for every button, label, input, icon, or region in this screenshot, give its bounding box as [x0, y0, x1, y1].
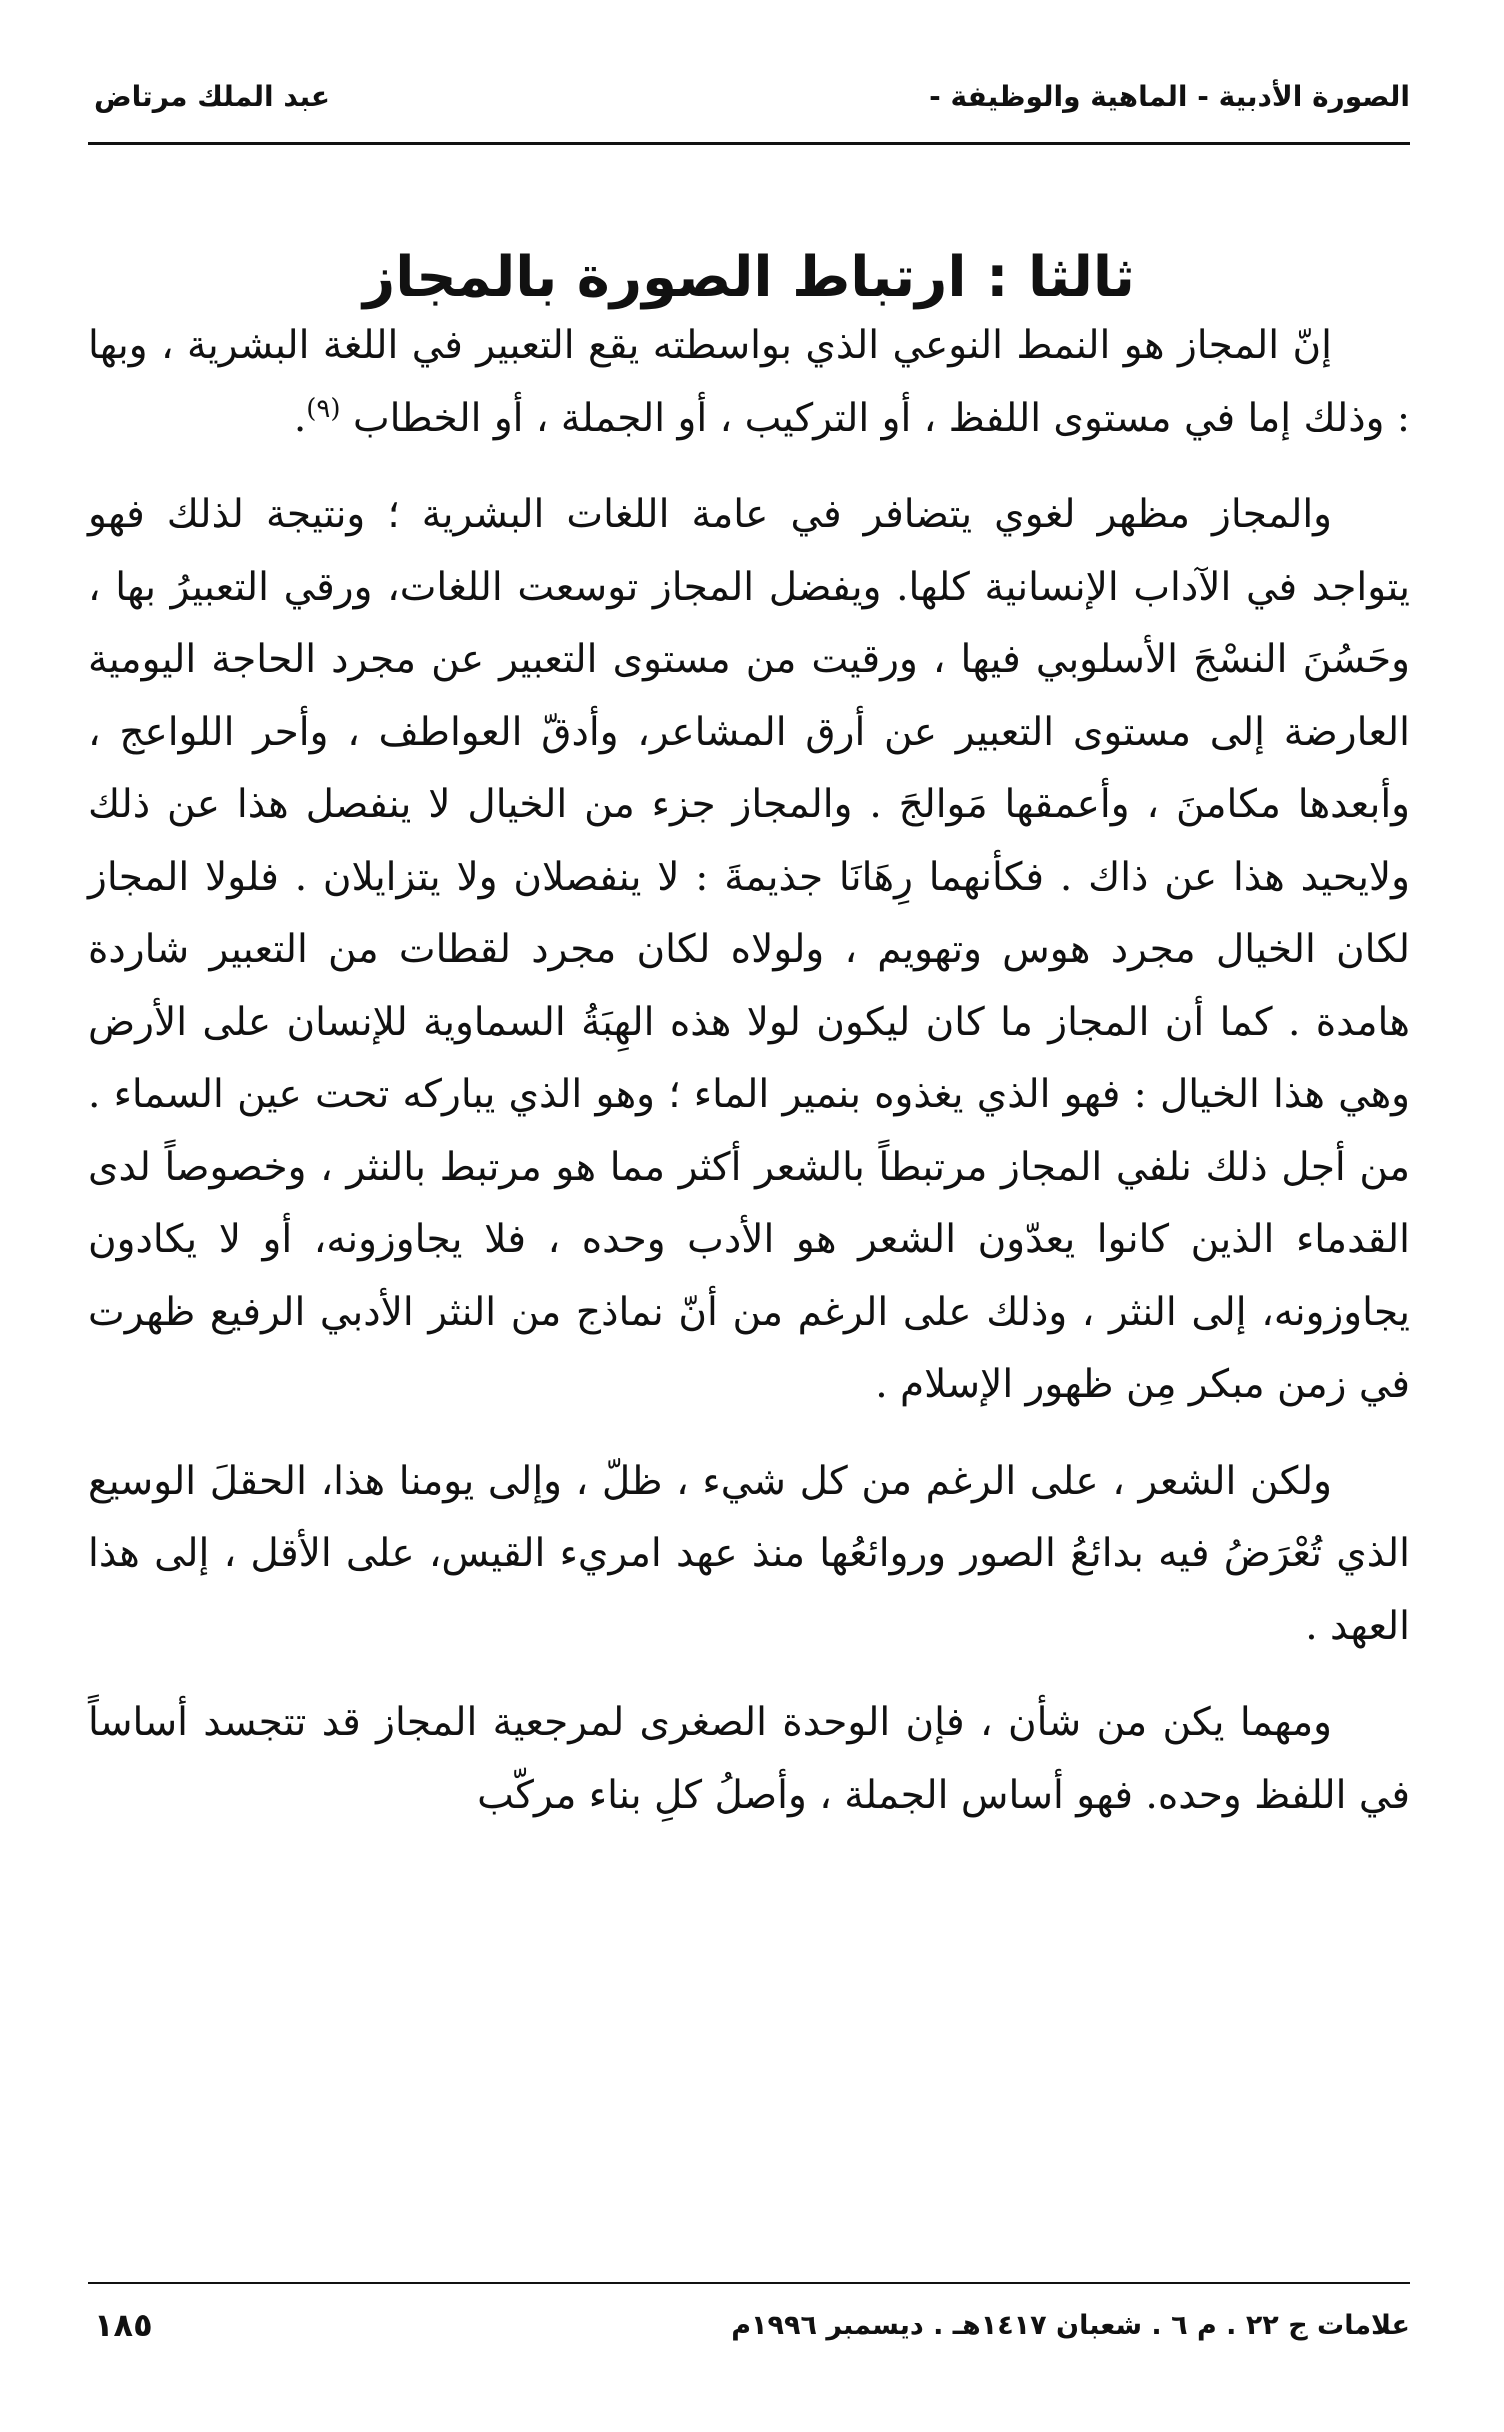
header-divider [88, 142, 1410, 145]
body-text [88, 310, 1410, 1856]
paragraph-2: والمجاز مظهر لغوي يتضافر في عامة اللغات البشرية ؛ ونتيجة لذلك فهو يتواجد في الآداب الإنسانية كلها. ويفضل المجاز توسعت اللغات، ورقي التعبيرُ بها ، وحَسُنَ النسْجَ الأسلوبي فيها ، ورقيت من مستوى التعبير عن مجرد الحاجة اليومية العارضة إلى مستوى التعبير عن أرق المشاعر، وأدقّ العواطف ، وأحر اللواعج ، وأبعدها مكامنَ ، وأعمقها مَوالجَ . والمجاز جزء من الخيال لا ينفصل هذا عن ذلك ولايحيد هذا عن ذاك . فكأنهما رِهَانَا جذيمةَ : لا ينفصلان ولا يتزايلان . فلولا المجاز لكان الخيال مجرد هوس وتهويم ، ولولاه لكان مجرد لقطات من التعبير شاردة هامدة . كما أن المجاز ما كان ليكون لولا هذه الهِبَةُ السماوية للإنسان على الأرض وهي هذا الخيال : فهو الذي يغذوه بنمير الماء ؛ وهو الذي يباركه تحت عين السماء . من أجل ذلك نلفي المجاز مرتبطاً بالشعر أكثر مما هو مرتبط بالنثر ، وخصوصاً لدى القدماء الذين كانوا يعدّون الشعر هو الأدب وحده ، فلا يجاوزونه، أو لا يكادون يجاوزونه، إلى النثر ، وذلك على الرغم من أنّ نماذج من النثر الأدبي الرفيع ظهرت في زمن مبكر مِن ظهور الإسلام . [88, 492, 1410, 1407]
footer-journal-info: علامات ج ٢٢ . م ٦ . شعبان ١٤١٧هـ . ديسمبر ١٩٩٦م [731, 2310, 1410, 2341]
header-article-title: الصورة الأدبية - الماهية والوظيفة - [929, 80, 1410, 113]
paragraph-3: ولكن الشعر ، على الرغم من كل شيء ، ظلّ ، وإلى يومنا هذا، الحقلَ الوسيع الذي تُعْرَضُ فيه بدائعُ الصور وروائعُها منذ عهد امريء القيس، على الأقل ، إلى هذا العهد . [88, 1458, 1410, 1649]
document-page [88, 60, 1410, 2400]
footer-divider [88, 2282, 1410, 2284]
footnote-reference: (٩) [306, 393, 341, 424]
header-author-name: عبد الملك مرتاض [94, 80, 331, 113]
section-title: ثالثا : ارتباط الصورة بالمجاز [363, 244, 1135, 310]
paragraph-1 [88, 310, 1410, 455]
paragraph-4: ومهما يكن من شأن ، فإن الوحدة الصغرى لمرجعية المجاز قد تتجسد أساساً في اللفظ وحده. فهو أساس الجملة ، وأصلُ كلِ بناء مركّب [88, 1700, 1410, 1818]
paragraph-1-end: . [293, 395, 307, 441]
running-header [88, 70, 1410, 130]
paragraph-1-text: إنّ المجاز هو النمط النوعي الذي بواسطته يقع التعبير في اللغة البشرية ، وبها : وذلك إما في مستوى اللفظ ، أو التركيب ، أو الجملة ، أو الخطاب [88, 323, 1410, 441]
page-number: ١٨٥ [94, 2306, 153, 2344]
running-footer [88, 2302, 1410, 2352]
